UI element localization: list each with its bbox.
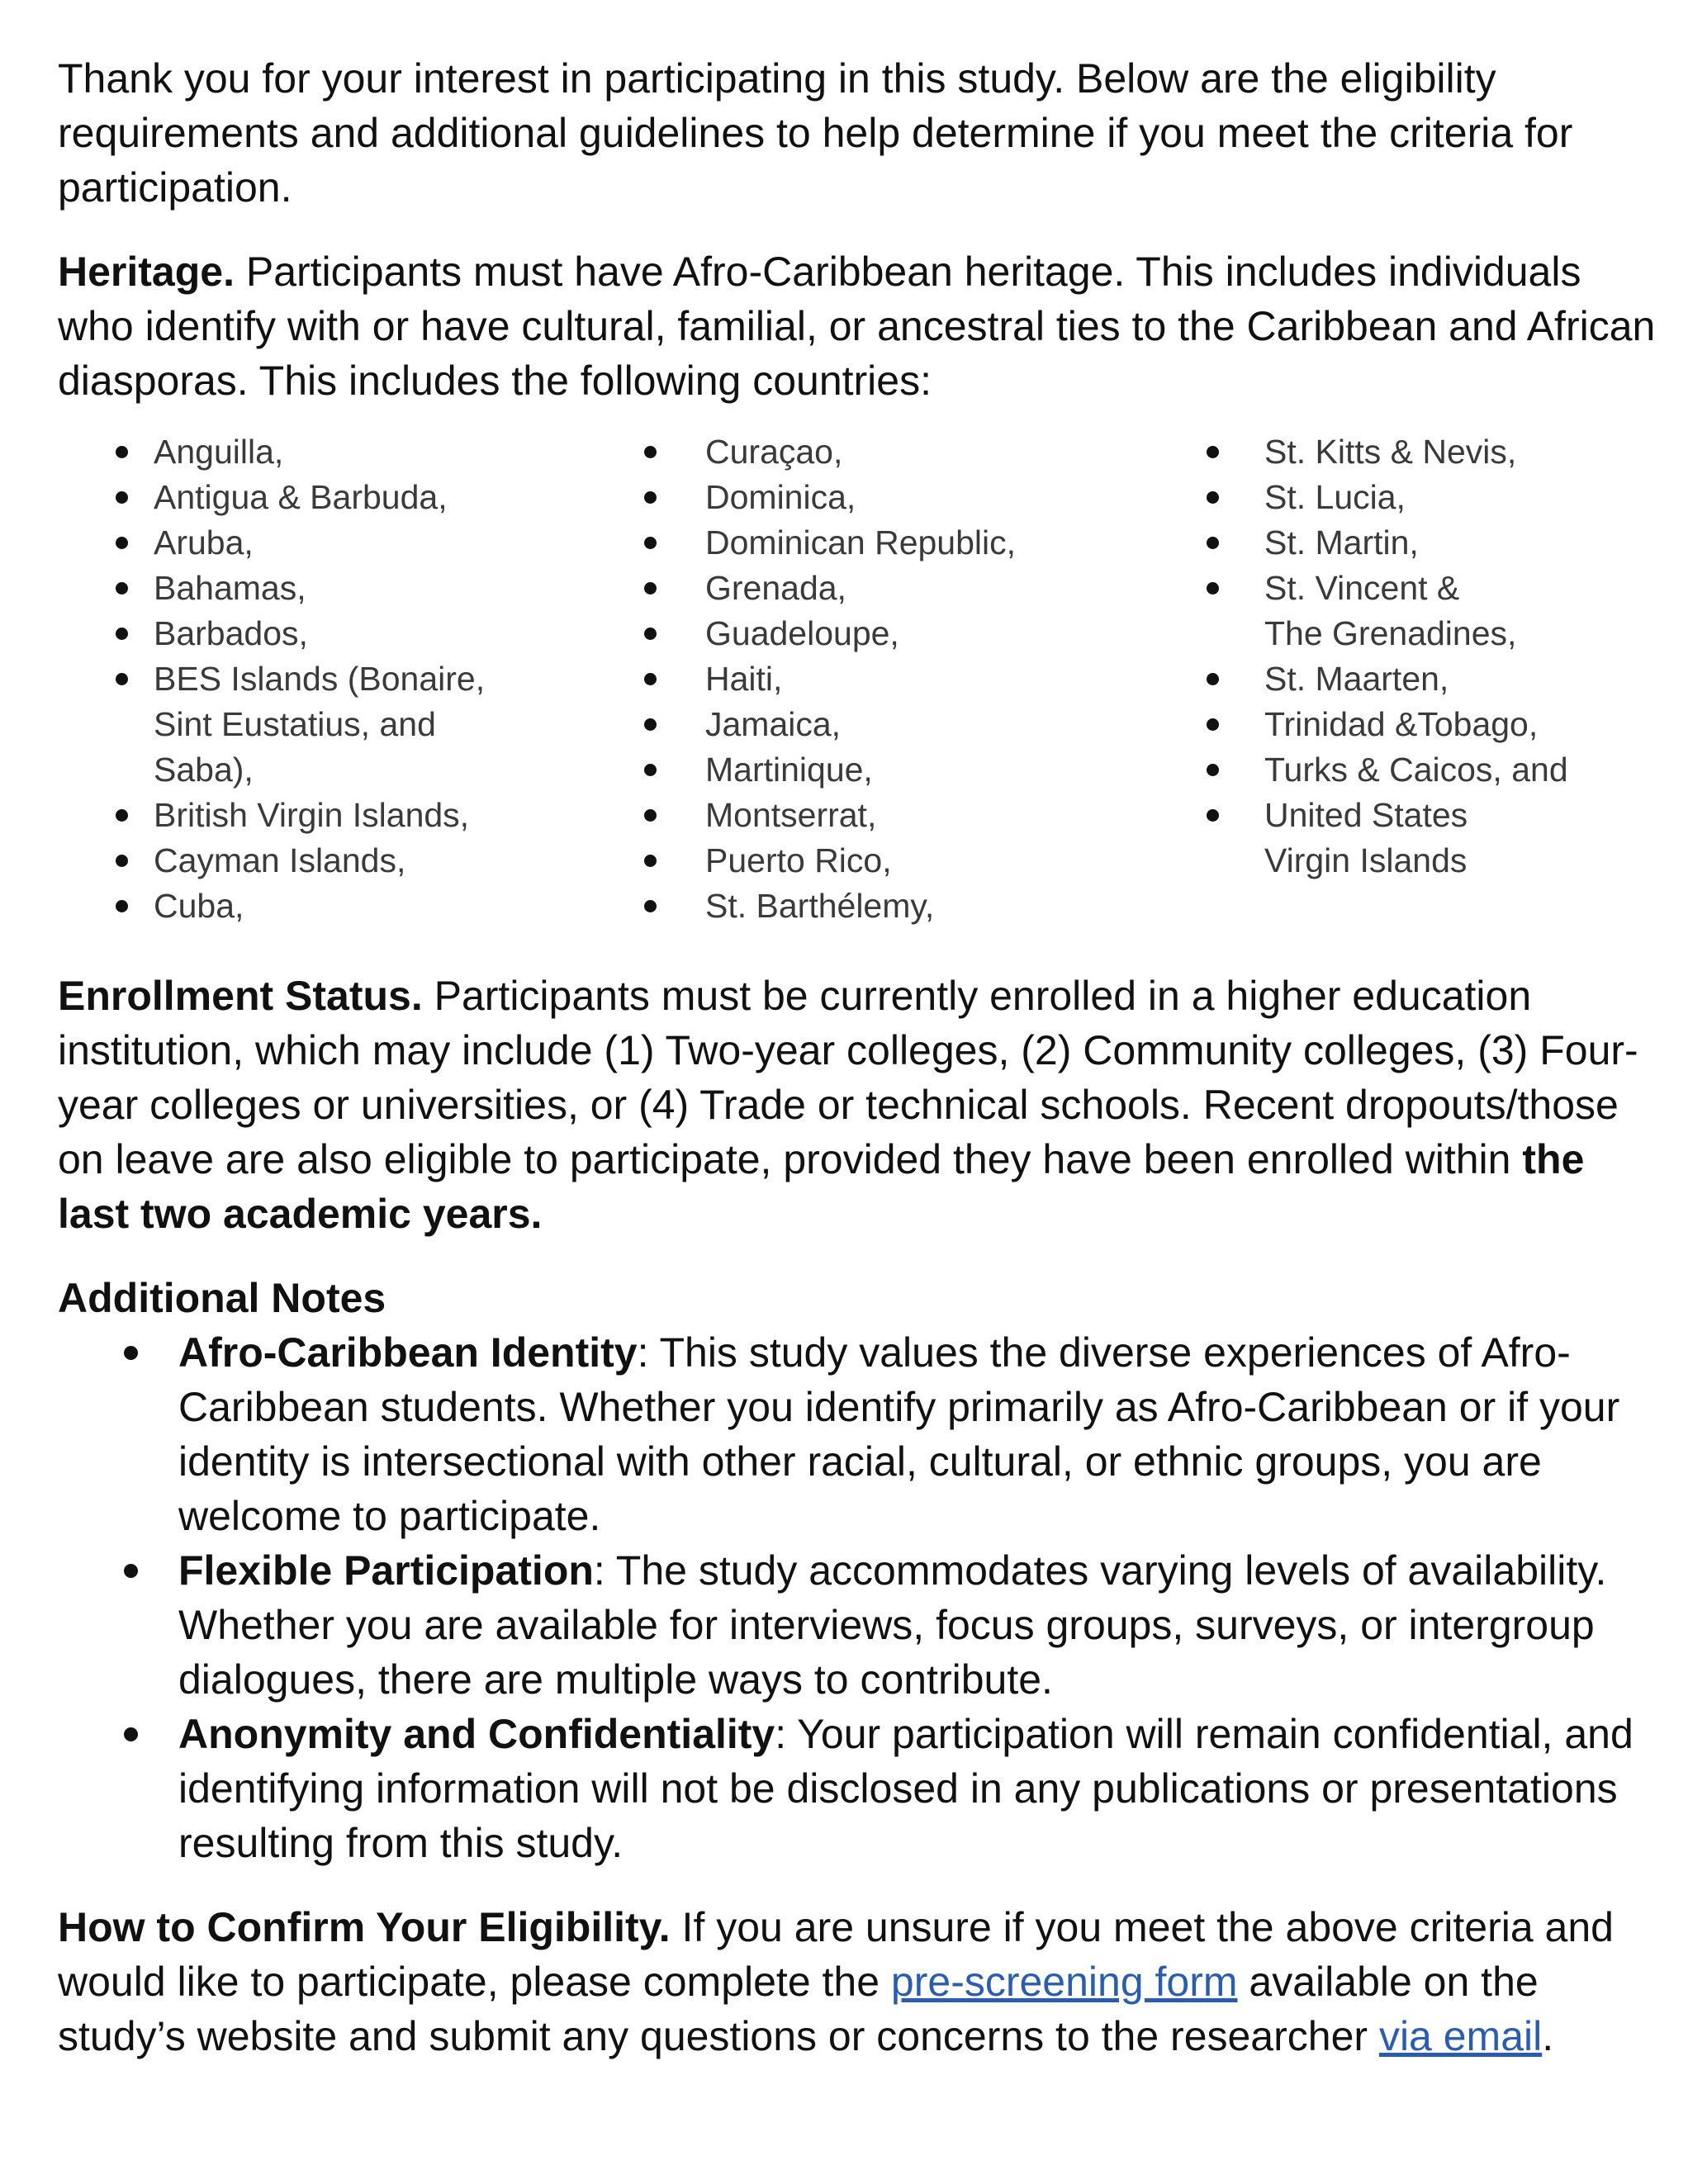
country-item: Dominican Republic,	[609, 520, 1117, 566]
note-item-participation	[58, 1543, 1656, 1707]
confirm-text-3: .	[1542, 2013, 1554, 2059]
enrollment-heading: Enrollment Status.	[58, 973, 423, 1019]
country-item: St. Kitts & Nevis,	[1169, 429, 1598, 475]
country-item: St. Lucia,	[1169, 475, 1598, 520]
note-text: : This study values the diverse experiences of Afro-Caribbean students. Whether you identify primarily as Afro-Caribbean or if your identity is intersectional with other racial, cultural, or ethnic groups, you are welcome to participate.	[178, 1329, 1620, 1539]
country-item: Puerto Rico,	[609, 838, 1117, 884]
country-item: St. Martin,	[1169, 520, 1598, 566]
note-title: Afro-Caribbean Identity	[178, 1329, 638, 1376]
document-page	[58, 51, 1656, 2063]
country-item: Cuba,	[58, 884, 553, 929]
country-item: Haiti,	[609, 656, 1117, 702]
additional-notes-heading: Additional Notes	[58, 1275, 386, 1321]
country-item: St. Vincent & The Grenadines,	[1169, 566, 1598, 656]
heritage-text: Participants must have Afro-Caribbean heritage. This includes individuals who identify with or have cultural, familial, or ancestral ties to the Caribbean and African diasporas. This includes the following countries:	[58, 249, 1656, 404]
country-item: Aruba,	[58, 520, 553, 566]
country-item: BES Islands (Bonaire, Sint Eustatius, and Saba),	[58, 656, 553, 793]
country-column-3	[1169, 429, 1598, 929]
enrollment-emphasis: the last two academic years.	[58, 1136, 1585, 1237]
intro-paragraph: Thank you for your interest in participating in this study. Below are the eligibility requirements and additional guidelines to help determine if you meet the criteria for participation.	[58, 55, 1573, 211]
country-item: Dominica,	[609, 475, 1117, 520]
note-item-identity	[58, 1325, 1656, 1543]
heritage-paragraph	[58, 244, 1656, 408]
confirm-text-1: If you are unsure if you meet the above criteria and would like to participate, please complete the	[58, 1904, 1614, 2005]
country-item: Anguilla,	[58, 429, 553, 475]
confirm-paragraph	[58, 1900, 1656, 2063]
note-title: Anonymity and Confidentiality	[178, 1711, 775, 1757]
country-item: British Virgin Islands,	[58, 793, 553, 838]
country-column-1	[58, 429, 553, 929]
country-item: Martinique,	[609, 747, 1117, 793]
additional-notes-list	[58, 1325, 1656, 1870]
country-item: Turks & Caicos, and	[1169, 747, 1598, 793]
country-item: St. Maarten,	[1169, 656, 1598, 702]
country-item: Curaçao,	[609, 429, 1117, 475]
confirm-text-2: available on the study’s website and submit any questions or concerns to the researcher	[58, 1959, 1539, 2059]
note-item-confidentiality	[58, 1707, 1656, 1870]
country-item: Guadeloupe,	[609, 611, 1117, 656]
enrollment-text: Participants must be currently enrolled in a higher education institution, which may include (1) Two-year colleges, (2) Community colleges, (3) Four-year colleges or universities, or (4) Trade or technical schools. Recent dropouts/those on leave are also eligible to participate, provided they have been enrolled within	[58, 973, 1638, 1182]
country-item: Antigua & Barbuda,	[58, 475, 553, 520]
country-item: Grenada,	[609, 566, 1117, 611]
note-text: : The study accommodates varying levels of availability. Whether you are available for interviews, focus groups, surveys, or intergroup dialogues, there are multiple ways to contribute.	[178, 1547, 1607, 1703]
country-list	[58, 429, 1656, 929]
country-column-2	[609, 429, 1117, 929]
pre-screening-form-link[interactable]: pre-screening form	[890, 1959, 1238, 2005]
country-item: St. Barthélemy,	[609, 884, 1117, 929]
country-item: Bahamas,	[58, 566, 553, 611]
country-item: Trinidad &Tobago,	[1169, 702, 1598, 747]
country-item: Jamaica,	[609, 702, 1117, 747]
country-item: Barbados,	[58, 611, 553, 656]
email-link[interactable]: via email	[1378, 2013, 1543, 2059]
confirm-heading: How to Confirm Your Eligibility.	[58, 1904, 671, 1950]
heritage-heading: Heritage.	[58, 249, 235, 295]
enrollment-paragraph	[58, 969, 1656, 1241]
note-title: Flexible Participation	[178, 1547, 594, 1594]
country-item: Cayman Islands,	[58, 838, 553, 884]
note-text: : Your participation will remain confidential, and identifying information will not be disclosed in any publications or presentations resulting from this study.	[178, 1711, 1633, 1866]
country-item: United States Virgin Islands	[1169, 793, 1598, 884]
country-item: Montserrat,	[609, 793, 1117, 838]
